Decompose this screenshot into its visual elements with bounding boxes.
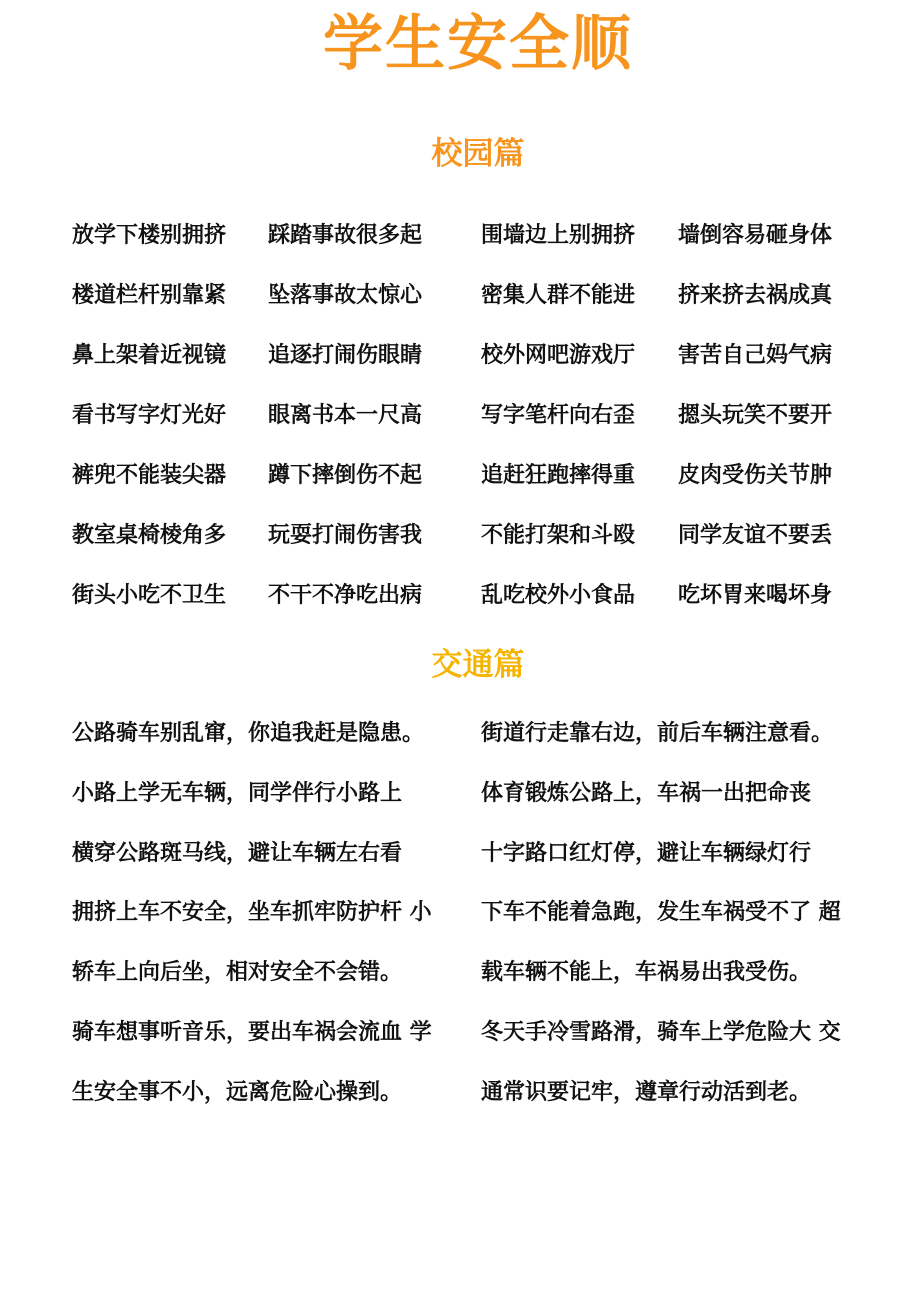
traffic-heading: 交通篇 — [431, 647, 525, 683]
rhyme-line: 通常识要记牢，遵章行动活到老。 — [481, 1079, 812, 1105]
rhyme-line: 蹲下摔倒伤不起 — [268, 463, 423, 488]
list-item — [0, 1073, 920, 1133]
rhyme-line: 皮肉受伤关节肿 — [678, 463, 833, 488]
list-item — [0, 276, 920, 336]
campus-heading: 校园篇 — [431, 136, 525, 172]
rhyme-line: 冬天手冷雪路滑，骑车上学危险大 交 — [481, 1019, 841, 1045]
rhyme-line: 追赶狂跑摔得重 — [481, 463, 636, 488]
page-title: 学生安全顺 — [323, 9, 633, 79]
rhyme-line: 体育锻炼公路上，车祸一出把命丧 — [481, 780, 812, 806]
rhyme-line: 裤兜不能装尖器 — [72, 463, 227, 488]
rhyme-line: 骑车想事听音乐，要出车祸会流血 学 — [72, 1019, 432, 1045]
rhyme-line: 同学友谊不要丢 — [678, 523, 833, 548]
rhyme-line: 玩耍打闹伤害我 — [268, 523, 423, 548]
list-item — [0, 893, 920, 953]
rhyme-line: 吃坏胃来喝坏身 — [678, 583, 833, 608]
rhyme-line: 乱吃校外小食品 — [481, 583, 636, 608]
list-item — [0, 456, 920, 516]
rhyme-line: 追逐打闹伤眼睛 — [268, 343, 423, 368]
rhyme-line: 摁头玩笑不要开 — [678, 403, 833, 428]
rhyme-line: 生安全事不小，远离危险心操到。 — [72, 1079, 403, 1105]
rhyme-line: 校外网吧游戏厅 — [481, 343, 636, 368]
list-item — [0, 216, 920, 276]
rhyme-line: 看书写字灯光好 — [72, 403, 227, 428]
rhyme-line: 拥挤上车不安全，坐车抓牢防护杆 小 — [72, 900, 432, 926]
list-item — [0, 714, 920, 774]
rhyme-line: 挤来挤去祸成真 — [678, 283, 833, 308]
rhyme-line: 载车辆不能上，车祸易出我受伤。 — [481, 960, 812, 986]
rhyme-line: 坠落事故太惊心 — [268, 283, 423, 308]
campus-rhymes — [0, 216, 920, 636]
rhyme-line: 围墙边上别拥挤 — [481, 223, 636, 248]
rhyme-line: 踩踏事故很多起 — [268, 223, 423, 248]
rhyme-line: 横穿公路斑马线，避让车辆左右看 — [72, 840, 403, 866]
rhyme-line: 楼道栏杆别靠紧 — [72, 283, 227, 308]
rhyme-line: 不能打架和斗殴 — [481, 523, 636, 548]
list-item — [0, 953, 920, 1013]
list-item — [0, 516, 920, 576]
rhyme-line: 墙倒容易砸身体 — [678, 223, 833, 248]
rhyme-line: 不干不净吃出病 — [268, 583, 423, 608]
list-item — [0, 576, 920, 636]
rhyme-line: 教室桌椅棱角多 — [72, 523, 227, 548]
rhyme-line: 街道行走靠右边，前后车辆注意看。 — [481, 721, 834, 746]
rhyme-line: 轿车上向后坐，相对安全不会错。 — [72, 960, 403, 986]
rhyme-line: 街头小吃不卫生 — [72, 583, 227, 608]
rhyme-line: 密集人群不能进 — [481, 283, 636, 308]
traffic-rhymes — [0, 714, 920, 1133]
rhyme-line: 十字路口红灯停，避让车辆绿灯行 — [481, 840, 812, 866]
rhyme-line: 写字笔杆向右歪 — [481, 403, 636, 428]
list-item — [0, 1013, 920, 1073]
list-item — [0, 336, 920, 396]
rhyme-line: 放学下楼别拥挤 — [72, 223, 227, 248]
list-item — [0, 774, 920, 834]
rhyme-line: 公路骑车别乱窜，你追我赶是隐患。 — [72, 721, 425, 746]
rhyme-line: 害苦自己妈气病 — [678, 343, 833, 368]
rhyme-line: 小路上学无车辆，同学伴行小路上 — [72, 780, 403, 806]
rhyme-line: 下车不能着急跑，发生车祸受不了 超 — [481, 900, 841, 926]
list-item — [0, 834, 920, 894]
rhyme-line: 鼻上架着近视镜 — [72, 343, 227, 368]
list-item — [0, 396, 920, 456]
rhyme-line: 眼离书本一尺高 — [268, 403, 423, 428]
